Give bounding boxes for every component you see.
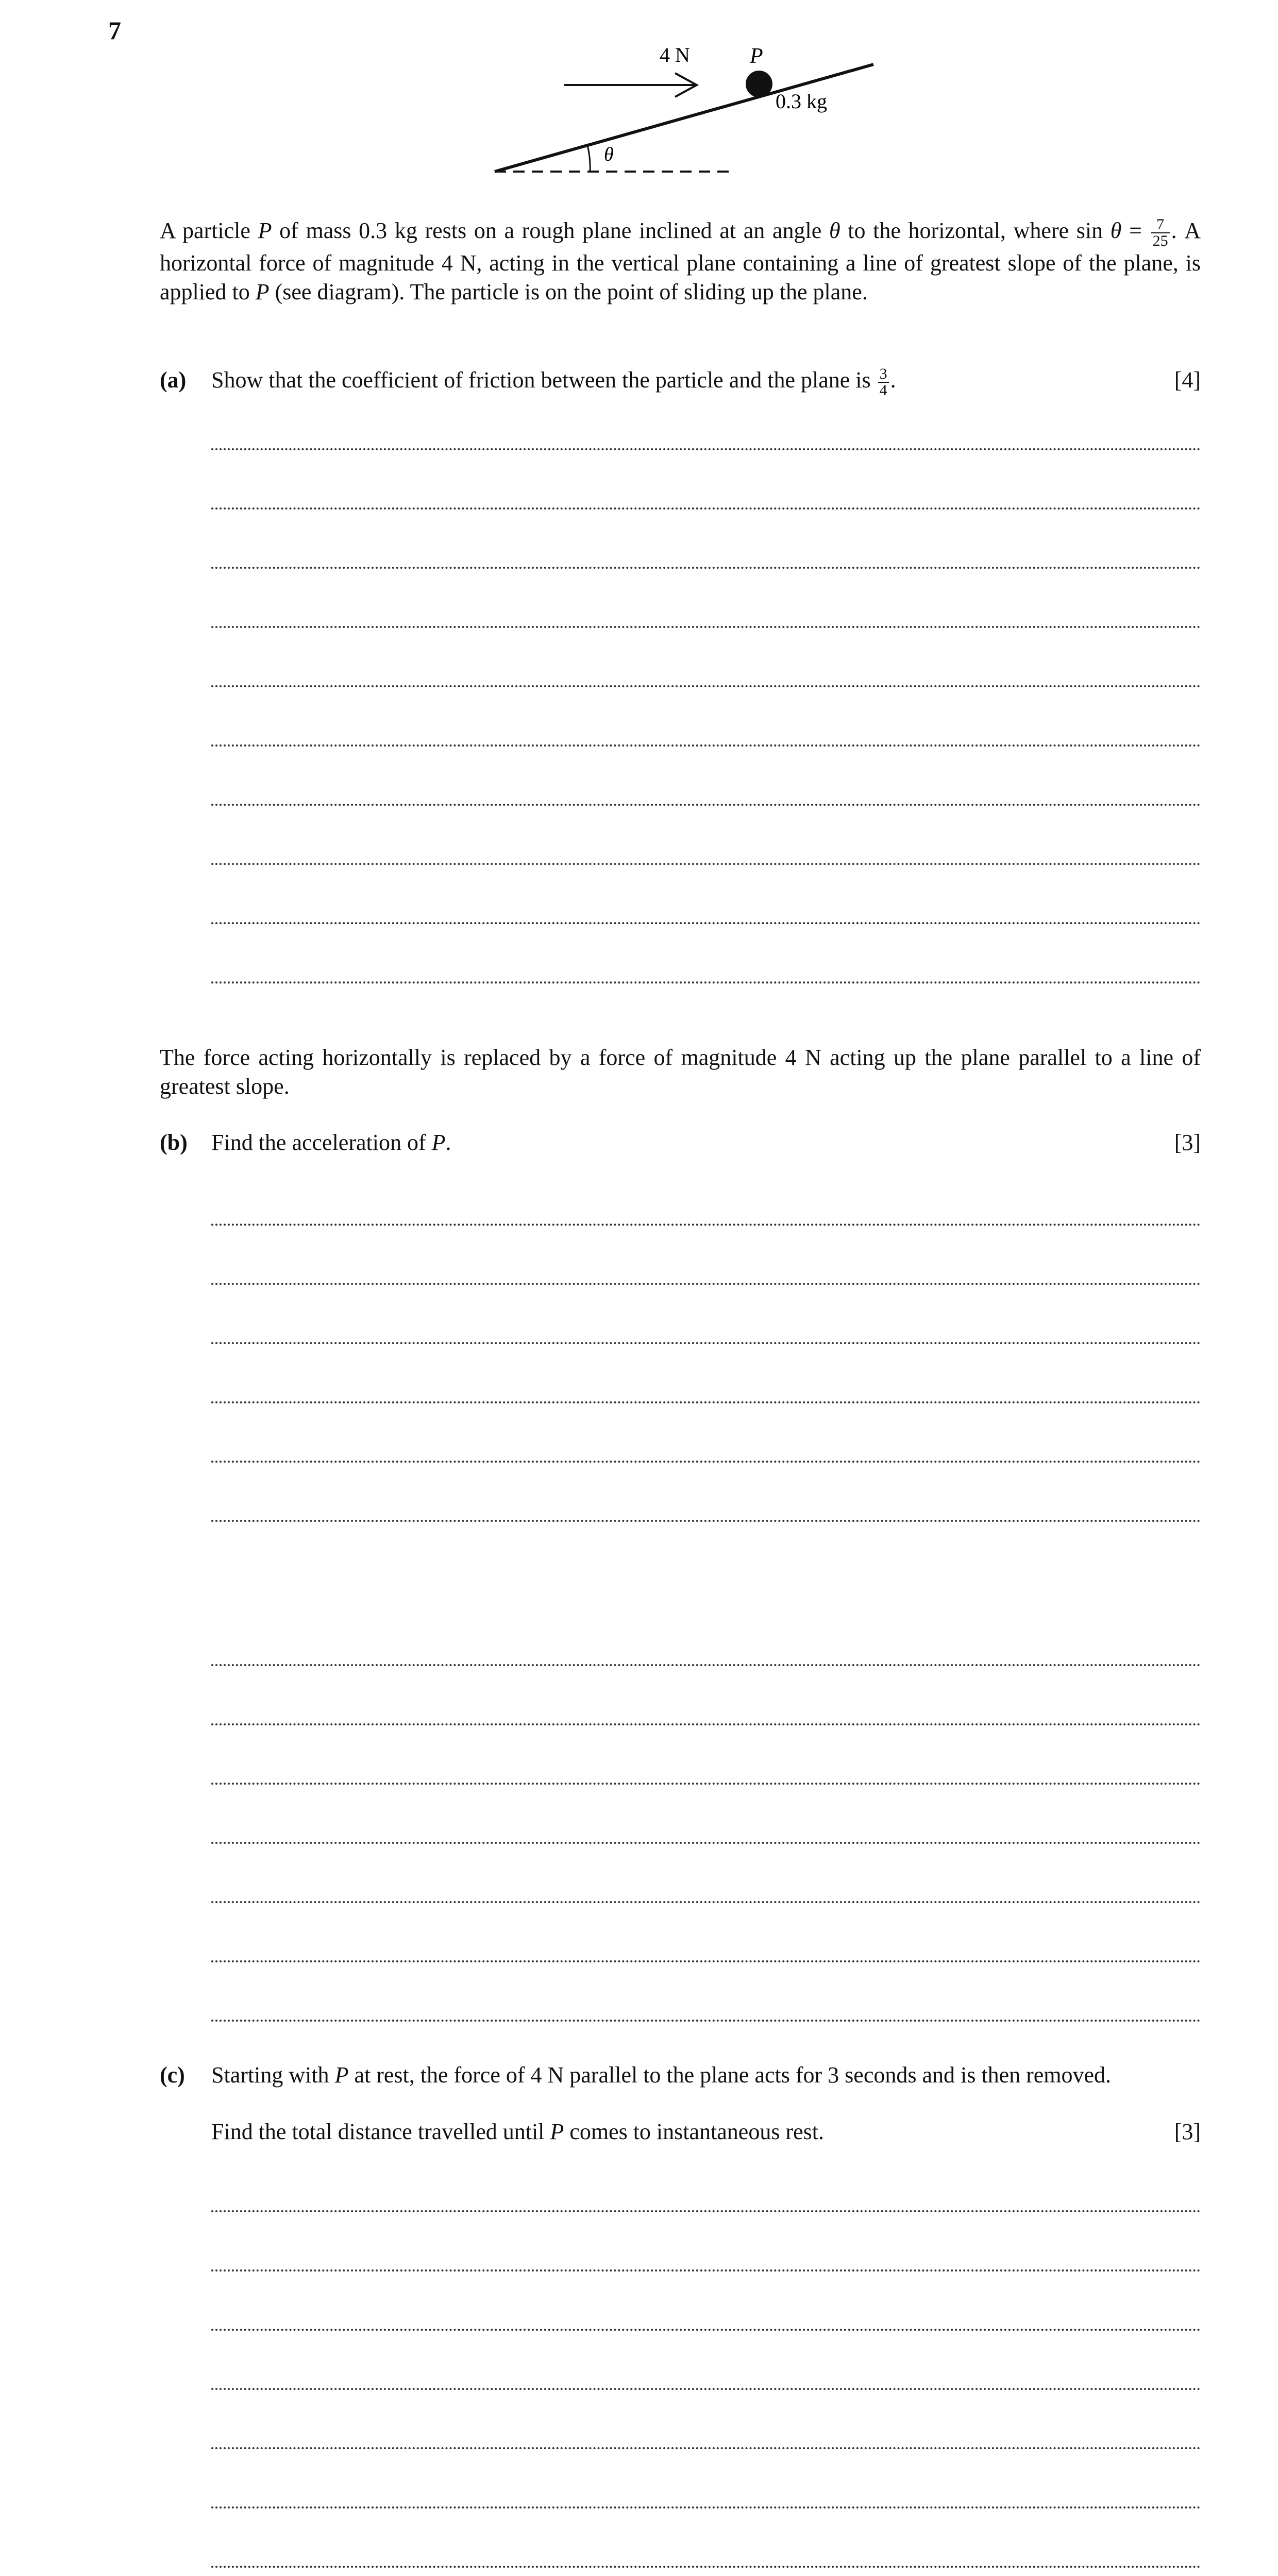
answer-line[interactable]: [211, 1461, 1201, 1463]
answer-line[interactable]: [211, 1664, 1201, 1666]
answer-line[interactable]: [211, 567, 1201, 569]
part-c-label: (c): [160, 2062, 185, 2088]
answer-line[interactable]: [211, 1960, 1201, 1962]
angle-arc: [587, 145, 590, 172]
answer-line[interactable]: [211, 1842, 1201, 1844]
answer-line[interactable]: [211, 2269, 1201, 2272]
answer-line[interactable]: [211, 1783, 1201, 1785]
inclined-plane-line: [495, 64, 873, 172]
answer-line[interactable]: [211, 2329, 1201, 2331]
mass-label: 0.3 kg: [776, 90, 827, 113]
answer-line[interactable]: [211, 922, 1201, 924]
question-intro: A particle P of mass 0.3 kg rests on a rough plane inclined at an angle θ to the horizontal, where sin θ = $\frac{7}{25}$ . A horizontal force of magnitude 4 N, acting in the vertical plane containing a line of greatest slope of the plane, is applied to P (see diagram). The particle is on the point of sliding up the plane.: [160, 215, 1201, 304]
answer-line[interactable]: [211, 1723, 1201, 1725]
answer-line[interactable]: [211, 1224, 1201, 1226]
answer-line[interactable]: [211, 2388, 1201, 2390]
answer-line[interactable]: [211, 1520, 1201, 1522]
answer-line[interactable]: [211, 448, 1201, 450]
part-c-line1: Starting with P at rest, the force of 4 N parallel to the plane acts for 3 seconds and is then removed.: [211, 2062, 1112, 2088]
answer-line[interactable]: [211, 981, 1201, 984]
question-number: 7: [108, 16, 121, 45]
answer-line[interactable]: [211, 2020, 1201, 2022]
part-b-text: Find the acceleration of P.: [211, 1130, 451, 1155]
answer-line[interactable]: [211, 2566, 1201, 2568]
part-a-text: Show that the coefficient of friction between the particle and the plane is $\frac{3}{4}$ .: [211, 365, 896, 399]
answer-line[interactable]: [211, 685, 1201, 687]
answer-line[interactable]: [211, 863, 1201, 865]
angle-label: θ: [604, 144, 614, 165]
particle-circle: [746, 71, 772, 97]
answer-line[interactable]: [211, 2447, 1201, 2449]
inclined-plane-diagram: [464, 31, 886, 185]
answer-line[interactable]: [211, 1283, 1201, 1285]
answer-line[interactable]: [211, 2506, 1201, 2509]
answer-line[interactable]: [211, 804, 1201, 806]
answer-line[interactable]: [211, 507, 1201, 510]
answer-line[interactable]: [211, 1901, 1201, 1903]
answer-line[interactable]: [211, 1342, 1201, 1344]
sin-fraction: $\frac{7}{25}$: [1151, 217, 1170, 249]
mu-fraction: $\frac{3}{4}$: [878, 366, 889, 398]
answer-line[interactable]: [211, 1401, 1201, 1403]
part-b-label: (b): [160, 1130, 188, 1155]
answer-line[interactable]: [211, 2210, 1201, 2212]
force-label: 4 N: [660, 43, 690, 66]
part-a-marks: [4]: [1174, 367, 1201, 393]
answer-line[interactable]: [211, 744, 1201, 747]
answer-line[interactable]: [211, 626, 1201, 628]
part-c-line2: Find the total distance travelled until P comes to instantaneous rest.: [211, 2119, 824, 2144]
particle-label: P: [750, 44, 763, 68]
part-a-label: (a): [160, 367, 187, 393]
replacement-text: The force acting horizontally is replaced by a force of magnitude 4 N acting up the plane parallel to a line of greatest slope.: [160, 1045, 1201, 1099]
part-b-marks: [3]: [1174, 1130, 1201, 1155]
part-c-marks: [3]: [1174, 2119, 1201, 2144]
